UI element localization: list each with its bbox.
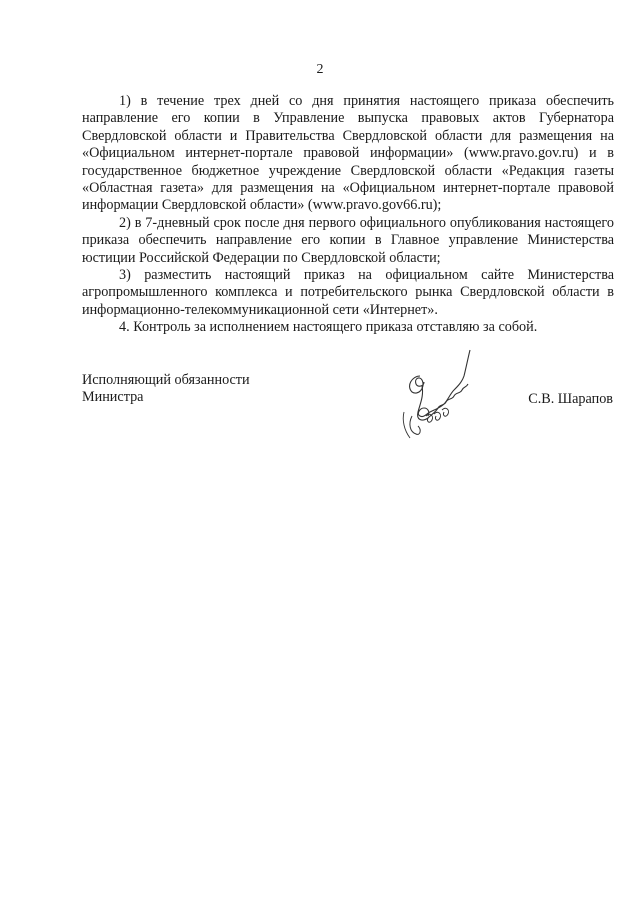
page-number: 2 [316,62,324,77]
paragraph-4: 4. Контроль за исполнением настоящего приказа отставляю за собой. [119,319,538,336]
document-body [82,93,614,337]
signatory-title [82,372,250,407]
signatory-name: С.В. Шарапов [528,391,613,407]
signatory-title-line-1: Исполняющий обязанности [82,372,250,388]
paragraph-3: 3) разместить настоящий приказ на официальном сайте Министерства агропромышленного комплекса и потребительского рынка Свердловской области в информационно-телекоммуникационной сети «Интернет». [82,267,614,318]
paragraph-1: 1) в течение трех дней со дня принятия настоящего приказа обеспечить направление его копии в Управление выпуска правовых актов Губернатора Свердловской области и Правительства Свердловской области для размещения на «Официальном интернет-портале правовой информации» (www.pravo.gov.ru) и в государственное бюджетное учреждение Свердловской области «Редакция газеты «Областная газета» для размещения на «Официальном интернет-портале правовой информации Свердловской области» (www.pravo.gov66.ru); [82,93,614,214]
signatory-title-line-2: Министра [82,389,144,406]
handwritten-signature [398,346,478,446]
paragraph-2: 2) в 7-дневный срок после дня первого официального опубликования настоящего приказа обеспечить направление его копии в Главное управление Министерства юстиции Российской Федерации по Свердловской области; [82,214,614,266]
